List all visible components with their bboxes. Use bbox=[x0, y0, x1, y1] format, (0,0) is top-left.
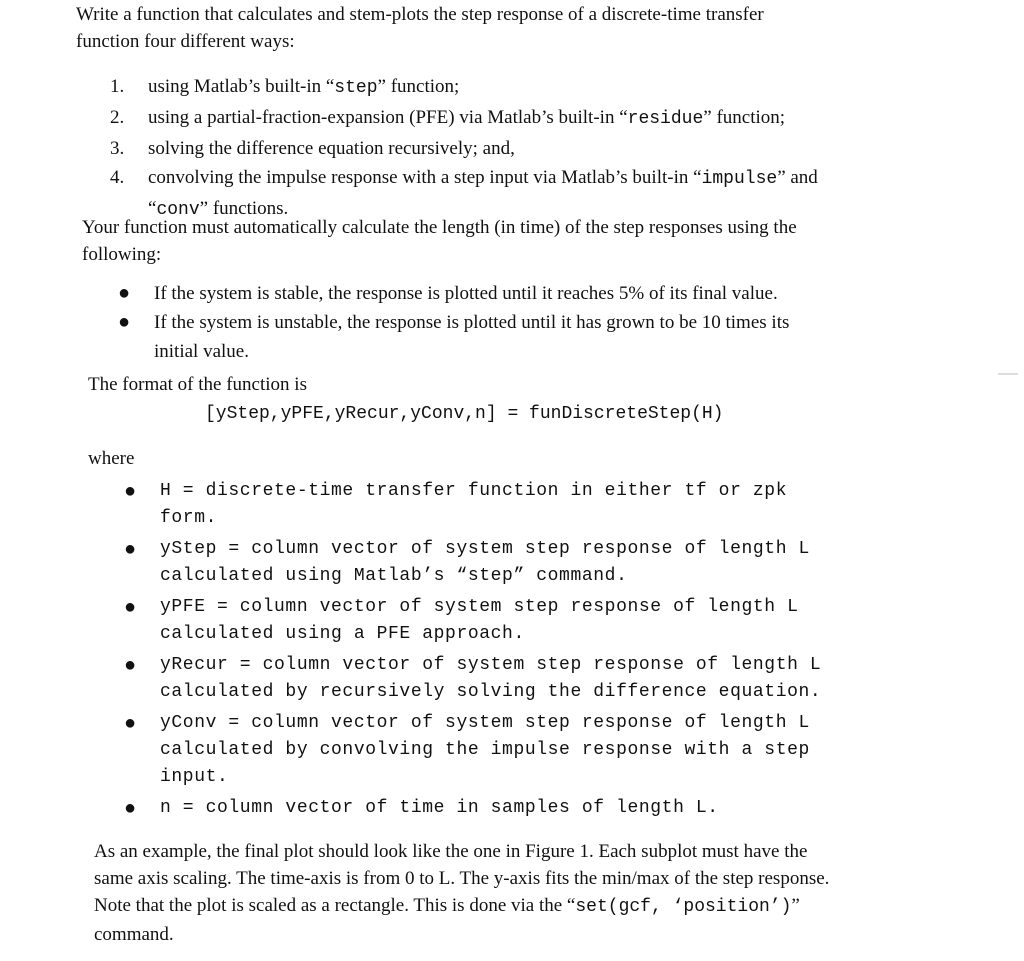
format-label: The format of the function is bbox=[88, 374, 307, 395]
list-item: 2. using a partial-fraction-expansion (PFE) via Matlab’s built-in “residue” function; bbox=[110, 103, 970, 134]
list-number: 2. bbox=[110, 107, 125, 128]
list-number: 3. bbox=[110, 138, 125, 159]
intro-paragraph bbox=[76, 1, 976, 55]
length-line-2: following: bbox=[82, 244, 162, 265]
intro-line-1: Write a function that calculates and stem-plots the step response of a discrete-time transfer bbox=[76, 4, 764, 25]
list-item: 1. using Matlab’s built-in “step” function; bbox=[110, 72, 970, 103]
list-item: ● If the system is stable, the response is plotted until it reaches 5% of its final value. bbox=[118, 279, 918, 308]
parameters-list bbox=[124, 478, 944, 826]
example-line-3: Note that the plot is scaled as a rectangle. This is done via the “set(gcf, ‘position’)” bbox=[94, 895, 800, 917]
inline-code: set(gcf, ‘position’) bbox=[575, 897, 792, 917]
inline-code: residue bbox=[627, 109, 704, 129]
length-line-1: Your function must automatically calculate the length (in time) of the step responses using the bbox=[82, 217, 797, 238]
bullet-icon: ● bbox=[118, 282, 131, 304]
list-item: ● yPFE = column vector of system step response of length L calculated using a PFE approach. bbox=[124, 596, 799, 644]
inline-code: conv bbox=[156, 200, 200, 220]
conditions-list bbox=[118, 279, 918, 366]
intro-line-2: function four different ways: bbox=[76, 31, 295, 52]
bullet-icon: ● bbox=[124, 538, 137, 560]
example-line-2: same axis scaling. The time-axis is from 0 to L. The y-axis fits the min/max of the step response. bbox=[94, 868, 830, 889]
list-item: ● yRecur = column vector of system step response of length L calculated by recursively solving the difference equation. bbox=[124, 654, 822, 702]
example-line-1: As an example, the final plot should look like the one in Figure 1. Each subplot must have the bbox=[94, 841, 808, 862]
where-label: where bbox=[88, 448, 135, 469]
list-item: ● H = discrete-time transfer function in either tf or zpk form. bbox=[124, 480, 788, 528]
list-item: 4. convolving the impulse response with a step input via Matlab’s built-in “impulse” and “conv” functions. bbox=[110, 163, 970, 225]
inline-code: impulse bbox=[701, 169, 778, 189]
list-item: ● If the system is unstable, the response is plotted until it has grown to be 10 times its initial value. bbox=[118, 308, 918, 366]
bullet-icon: ● bbox=[124, 654, 137, 676]
example-paragraph bbox=[94, 838, 974, 948]
function-signature: [yStep,yPFE,yRecur,yConv,n] = funDiscreteStep(H) bbox=[205, 404, 724, 424]
bullet-icon: ● bbox=[124, 596, 137, 618]
list-item: 3. solving the difference equation recursively; and, bbox=[110, 134, 970, 163]
example-line-4: command. bbox=[94, 924, 174, 945]
length-paragraph bbox=[82, 214, 962, 268]
page-edge-mark bbox=[998, 373, 1018, 375]
list-item: ● yStep = column vector of system step response of length L calculated using Matlab’s “step” command. bbox=[124, 538, 810, 586]
list-number: 4. bbox=[110, 167, 125, 188]
list-item: ● yConv = column vector of system step response of length L calculated by convolving the impulse response with a step input. bbox=[124, 712, 810, 787]
bullet-icon: ● bbox=[118, 311, 131, 333]
inline-code: step bbox=[334, 78, 378, 98]
list-item: ● n = column vector of time in samples of length L. bbox=[124, 795, 944, 822]
methods-list bbox=[110, 72, 970, 225]
list-number: 1. bbox=[110, 76, 125, 97]
bullet-icon: ● bbox=[124, 797, 137, 819]
bullet-icon: ● bbox=[124, 712, 137, 734]
bullet-icon: ● bbox=[124, 480, 137, 502]
